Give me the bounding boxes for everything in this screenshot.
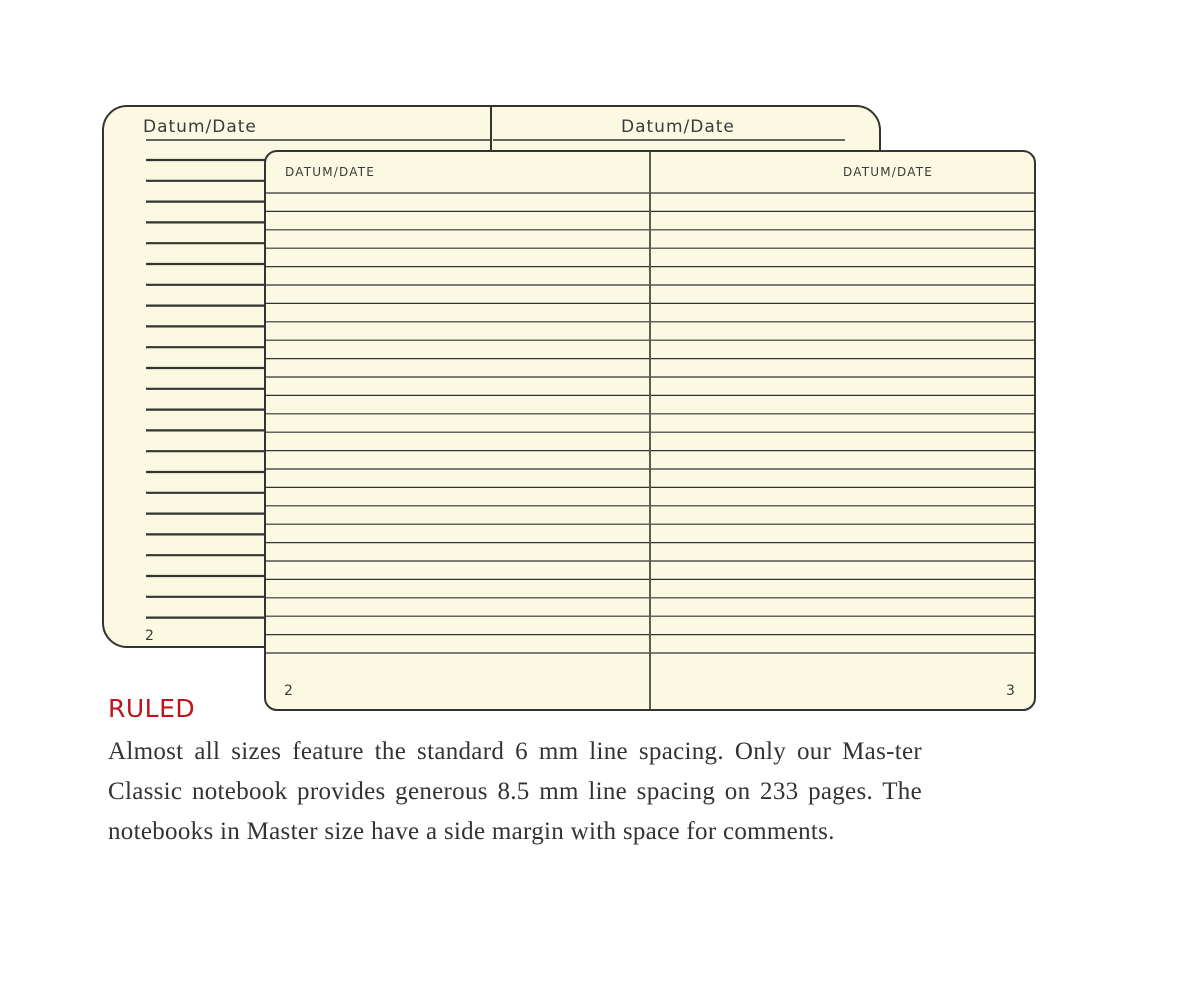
- back-page-right-header: Datum/Date: [621, 117, 735, 137]
- front-right-header: DATUM/DATE: [843, 165, 934, 179]
- back-page-left-header: Datum/Date: [143, 117, 257, 137]
- front-right-page-number: 3: [1006, 683, 1015, 699]
- back-page-number: 2: [145, 628, 154, 644]
- front-notebook-spread: [265, 151, 1035, 710]
- front-left-header: DATUM/DATE: [285, 165, 376, 179]
- front-left-page-number: 2: [284, 683, 293, 699]
- section-description: Almost all sizes feature the standard 6 mm line spacing. Only our Mas-ter Classic notebook provides generous 8.5 mm line spacing on 233 pages. The notebooks in Master size have a side margin with space for comments.: [108, 738, 922, 845]
- section-title: RULED: [108, 694, 196, 723]
